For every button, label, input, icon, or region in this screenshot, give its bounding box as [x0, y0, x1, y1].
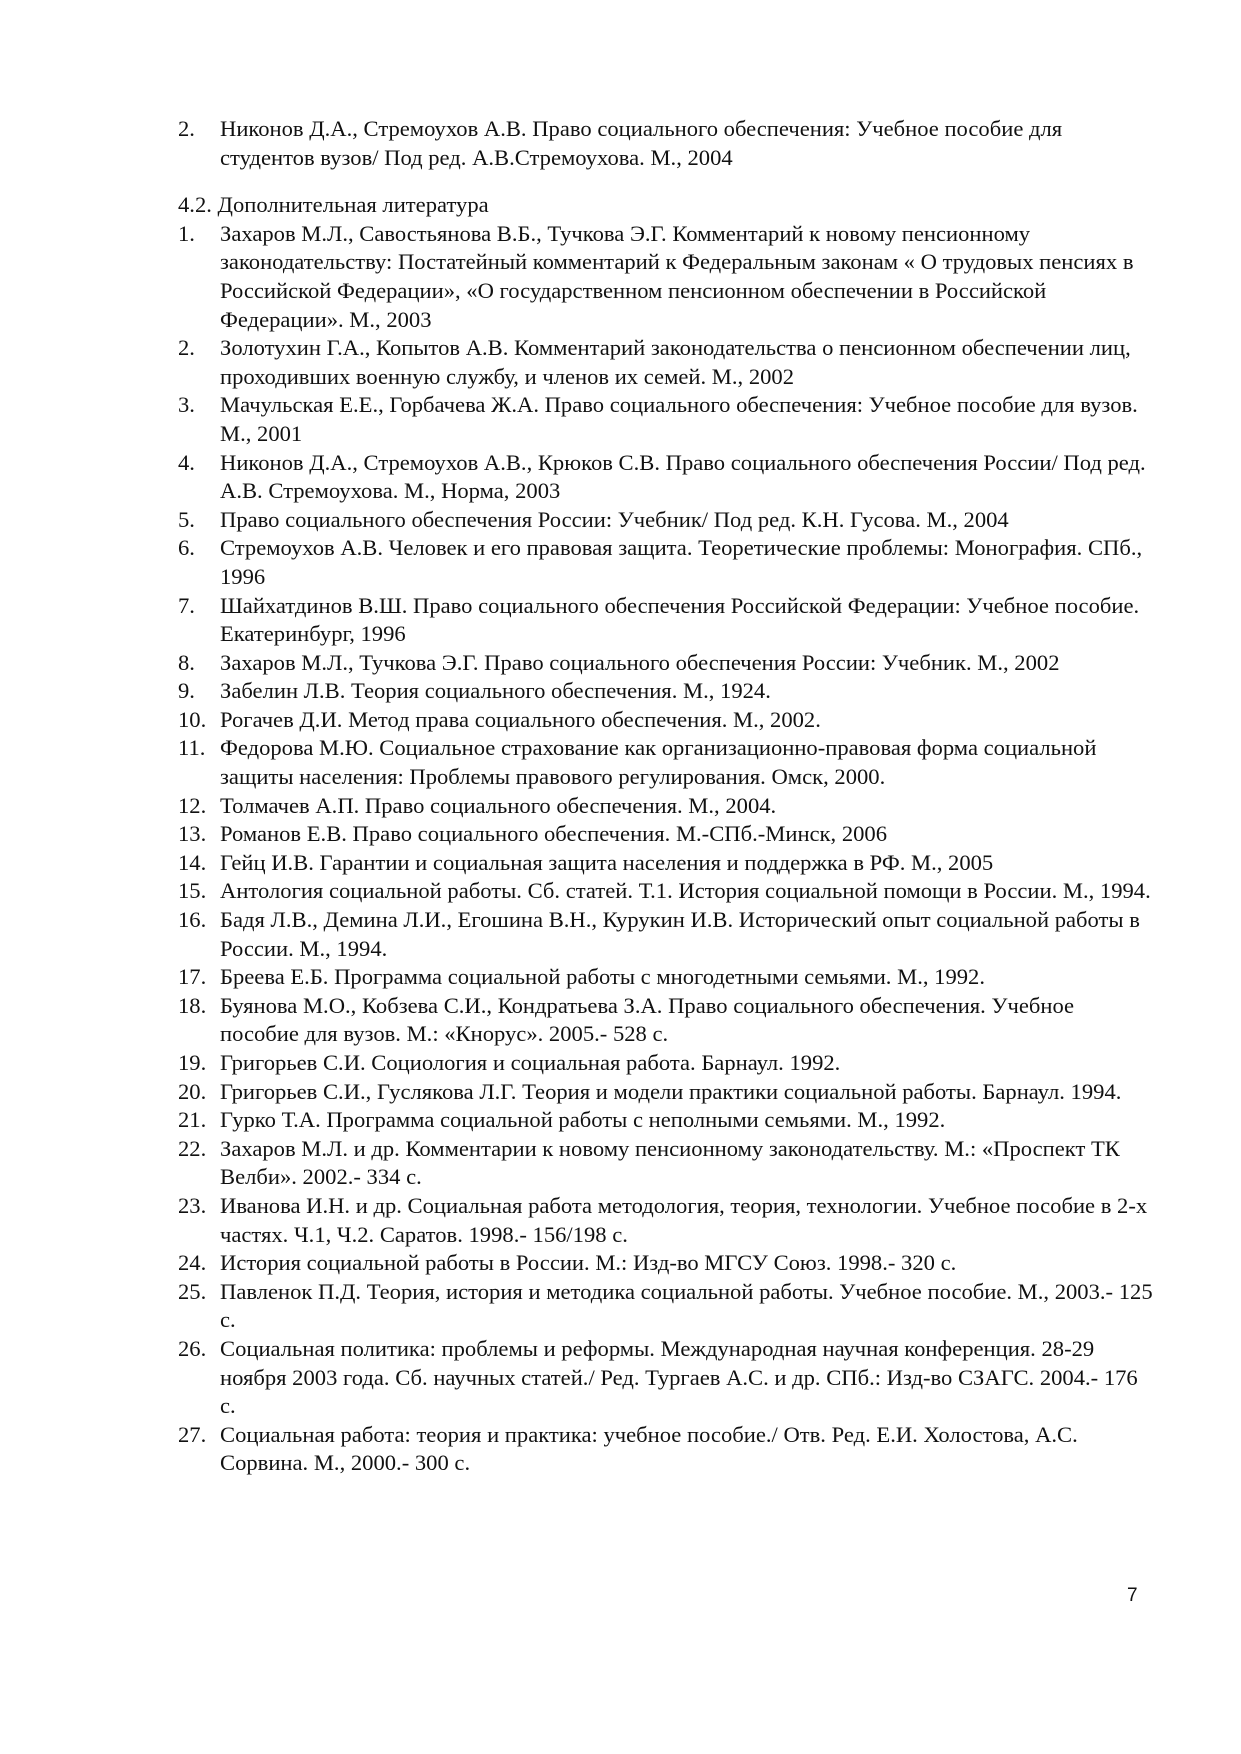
list-item [178, 534, 1158, 591]
list-item-number: 20. [178, 1078, 207, 1104]
list-item-number: 16. [178, 907, 207, 933]
list-item-text: Забелин Л.В. Теория социального обеспечения. М., 1924. [220, 678, 771, 704]
list-item-text: Павленок П.Д. Теория, история и методика социальной работы. Учебное пособие. М., 2003.- 125 с. [220, 1278, 1153, 1333]
list-item [178, 706, 1158, 735]
list-item [178, 1192, 1158, 1249]
list-item-number: 11. [178, 735, 206, 761]
list-item-text: Антология социальной работы. Сб. статей. Т.1. История социальной помощи в России. М., 1994. [220, 878, 1151, 904]
page-number: 7 [1127, 1585, 1138, 1606]
list-item [178, 734, 1158, 791]
list-item-number: 3. [178, 392, 195, 418]
list-item [178, 449, 1158, 506]
list-item-text: Захаров М.Л. и др. Комментарии к новому пенсионному законодательству. М.: «Проспект ТК Велби». 2002.- 334 с. [220, 1135, 1120, 1190]
list-item-text: Григорьев С.И. Социология и социальная работа. Барнаул. 1992. [220, 1050, 841, 1075]
list-item-number: 25. [178, 1278, 207, 1304]
list-item-text: Никонов Д.А., Стремоухов А.В., Крюков С.В. Право социального обеспечения России/ Под ред. А.В. Стремоухова. М., Норма, 2003 [220, 449, 1146, 504]
list-item [178, 115, 1158, 172]
list-item-number: 22. [178, 1135, 207, 1161]
list-item-number: 13. [178, 821, 207, 847]
list-item-number: 23. [178, 1192, 207, 1218]
list-item-number: 24. [178, 1250, 207, 1276]
main-literature-list [178, 115, 1158, 172]
list-item-number: 2. [178, 116, 195, 141]
list-item-number: 21. [178, 1107, 207, 1133]
list-item [178, 1078, 1158, 1107]
list-item [178, 1049, 1158, 1078]
list-item-text: Мачульская Е.Е., Горбачева Ж.А. Право социального обеспечения: Учебное пособие для вузов. М., 2001 [220, 392, 1138, 446]
list-item [178, 792, 1158, 821]
section-heading: 4.2. Дополнительная литература [178, 192, 489, 218]
list-item-text: Романов Е.В. Право социального обеспечения. М.-СПб.-Минск, 2006 [220, 821, 888, 847]
list-item-number: 7. [178, 592, 195, 618]
list-item-text: Буянова М.О., Кобзева С.И., Кондратьева З.А. Право социального обеспечения. Учебное пособие для вузов. М.: «Кнорус». 2005.- 528 с. [220, 992, 1075, 1047]
list-item [178, 391, 1158, 448]
list-item-number: 12. [178, 792, 207, 818]
list-item-number: 19. [178, 1050, 207, 1075]
list-item-text: Бадя Л.В., Демина Л.И., Егошина В.Н., Курукин И.В. Исторический опыт социальной работы в России. М., 1994. [220, 907, 1140, 961]
list-item [178, 677, 1158, 706]
list-item-number: 15. [178, 878, 207, 904]
list-item-text: Социальная работа: теория и практика: учебное пособие./ Отв. Ред. Е.И. Холостова, А.С. Сорвина. М., 2000.- 300 с. [220, 1421, 1078, 1476]
list-item-text: Захаров М.Л., Тучкова Э.Г. Право социального обеспечения России: Учебник. М., 2002 [220, 649, 1060, 675]
list-item [178, 1335, 1158, 1421]
list-item [178, 506, 1158, 535]
list-item-number: 4. [178, 449, 195, 475]
list-item-text: Никонов Д.А., Стремоухов А.В. Право социального обеспечения: Учебное пособие для студентов вузов/ Под ред. А.В.Стремоухова. М., 2004 [220, 116, 1063, 170]
list-item-text: Рогачев Д.И. Метод права социального обеспечения. М., 2002. [220, 706, 821, 732]
list-item-number: 14. [178, 849, 207, 875]
list-item-text: История социальной работы в России. М.: Изд-во МГСУ Союз. 1998.- 320 с. [220, 1250, 957, 1276]
list-item-text: Григорьев С.И., Гуслякова Л.Г. Теория и модели практики социальной работы. Барнаул. 1994. [220, 1078, 1122, 1104]
list-item [178, 334, 1158, 391]
list-item [178, 992, 1158, 1049]
list-item-number: 26. [178, 1335, 207, 1361]
list-item-number: 8. [178, 649, 195, 675]
list-item [178, 820, 1158, 849]
list-item-text: Право социального обеспечения России: Учебник/ Под ред. К.Н. Гусова. М., 2004 [220, 506, 1009, 532]
list-item-number: 27. [178, 1421, 207, 1447]
list-item-text: Федорова М.Ю. Социальное страхование как организационно-правовая форма социальной защиты населения: Проблемы правового регулирования. Омск, 2000. [220, 735, 1097, 790]
list-item [178, 592, 1158, 649]
list-item-text: Социальная политика: проблемы и реформы. Международная научная конференция. 28-29 ноября 2003 года. Сб. научных статей./ Ред. Тургаев А.С. и др. СПб.: Изд-во СЗАГС. 2004.- 176 с. [220, 1335, 1138, 1419]
list-item-number: 18. [178, 992, 207, 1018]
list-item [178, 963, 1158, 992]
list-item-number: 6. [178, 535, 195, 561]
list-item [178, 1421, 1158, 1478]
list-item-number: 1. [178, 220, 195, 246]
list-item-number: 17. [178, 964, 207, 990]
list-item [178, 220, 1158, 334]
list-item-text: Шайхатдинов В.Ш. Право социального обеспечения Российской Федерации: Учебное пособие. Екатеринбург, 1996 [220, 592, 1140, 647]
list-item [178, 1106, 1158, 1135]
list-item-number: 5. [178, 506, 195, 532]
list-item [178, 1278, 1158, 1335]
document-content [178, 115, 1158, 1478]
list-item [178, 1249, 1158, 1278]
list-item [178, 649, 1158, 678]
list-item-text: Гейц И.В. Гарантии и социальная защита населения и поддержка в РФ. М., 2005 [220, 849, 994, 875]
additional-literature-list [178, 220, 1158, 1478]
list-item [178, 849, 1158, 878]
list-item-text: Бреева Е.Б. Программа социальной работы с многодетными семьями. М., 1992. [220, 964, 985, 990]
list-item-number: 2. [178, 335, 195, 361]
list-item-text: Толмачев А.П. Право социального обеспечения. М., 2004. [220, 792, 777, 818]
list-item [178, 906, 1158, 963]
list-item-number: 9. [178, 678, 195, 704]
list-item-text: Захаров М.Л., Савостьянова В.Б., Тучкова Э.Г. Комментарий к новому пенсионному законодательству: Постатейный комментарий к Федеральным законам « О трудовых пенсиях в Российской Федерации», «О государственном пенсионном обеспечении в Российской Федерации». М., 2003 [220, 220, 1134, 332]
list-item-text: Стремоухов А.В. Человек и его правовая защита. Теоретические проблемы: Монография. СПб., 1996 [220, 535, 1143, 589]
list-item-text: Золотухин Г.А., Копытов А.В. Комментарий законодательства о пенсионном обеспечении лиц, проходивших военную службу, и членов их семей. М., 2002 [220, 335, 1131, 389]
list-item [178, 1135, 1158, 1192]
list-item-text: Иванова И.Н. и др. Социальная работа методология, теория, технологии. Учебное пособие в 2-х частях. Ч.1, Ч.2. Саратов. 1998.- 156/198 с. [220, 1192, 1148, 1247]
list-item [178, 877, 1158, 906]
list-item-text: Гурко Т.А. Программа социальной работы с неполными семьями. М., 1992. [220, 1107, 946, 1133]
list-item-number: 10. [178, 706, 207, 732]
